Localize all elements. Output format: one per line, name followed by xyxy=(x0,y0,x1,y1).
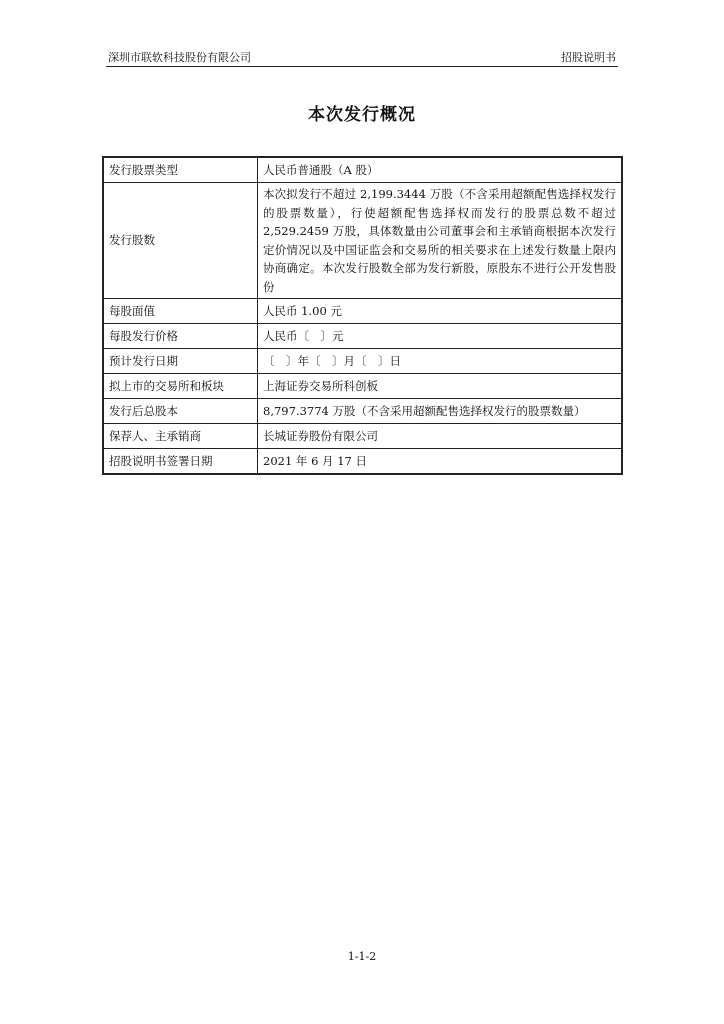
table-row xyxy=(103,449,622,475)
row-value: 上海证券交易所科创板 xyxy=(258,374,623,399)
row-label: 拟上市的交易所和板块 xyxy=(103,374,258,399)
row-value: 〔 〕年〔 〕月〔 〕日 xyxy=(258,349,623,374)
row-value: 长城证券股份有限公司 xyxy=(258,424,623,449)
table-row xyxy=(103,399,622,424)
page-header xyxy=(106,50,618,67)
table-row xyxy=(103,324,622,349)
table-row xyxy=(103,157,622,183)
row-label: 发行股票类型 xyxy=(103,157,258,183)
header-company-name: 深圳市联软科技股份有限公司 xyxy=(108,51,251,64)
page-number: 1-1-2 xyxy=(347,950,377,963)
row-value: 人民币 1.00 元 xyxy=(258,299,623,324)
table-row xyxy=(103,374,622,399)
row-label: 招股说明书签署日期 xyxy=(103,449,258,475)
row-label: 每股面值 xyxy=(103,299,258,324)
row-value: 2021 年 6 月 17 日 xyxy=(258,449,623,475)
row-value: 人民币〔 〕元 xyxy=(258,324,623,349)
table-row xyxy=(103,299,622,324)
row-value: 人民币普通股（A 股） xyxy=(258,157,623,183)
table-row xyxy=(103,349,622,374)
row-value: 本次拟发行不超过 2,199.3444 万股（不含采用超额配售选择权发行的股票数量），行使超额配售选择权而发行的股票总数不超过 2,529.2459 万股，具体数量由公司董事会和主承销商根据本次发行定价情况以及中国证监会和交易所的相关要求在上述发行数量上限内协商确定。本次发行股数全部为发行新股，原股东不进行公开发售股份 xyxy=(258,183,623,299)
row-label: 发行后总股本 xyxy=(103,399,258,424)
row-value: 8,797.3774 万股（不含采用超额配售选择权发行的股票数量） xyxy=(258,399,623,424)
table-row xyxy=(103,424,622,449)
table-row xyxy=(103,183,622,299)
row-label: 预计发行日期 xyxy=(103,349,258,374)
page-title: 本次发行概况 xyxy=(308,105,416,125)
row-label: 每股发行价格 xyxy=(103,324,258,349)
offering-overview-table xyxy=(102,156,623,475)
row-label: 发行股数 xyxy=(103,183,258,299)
row-label: 保荐人、主承销商 xyxy=(103,424,258,449)
header-document-type: 招股说明书 xyxy=(561,51,616,64)
